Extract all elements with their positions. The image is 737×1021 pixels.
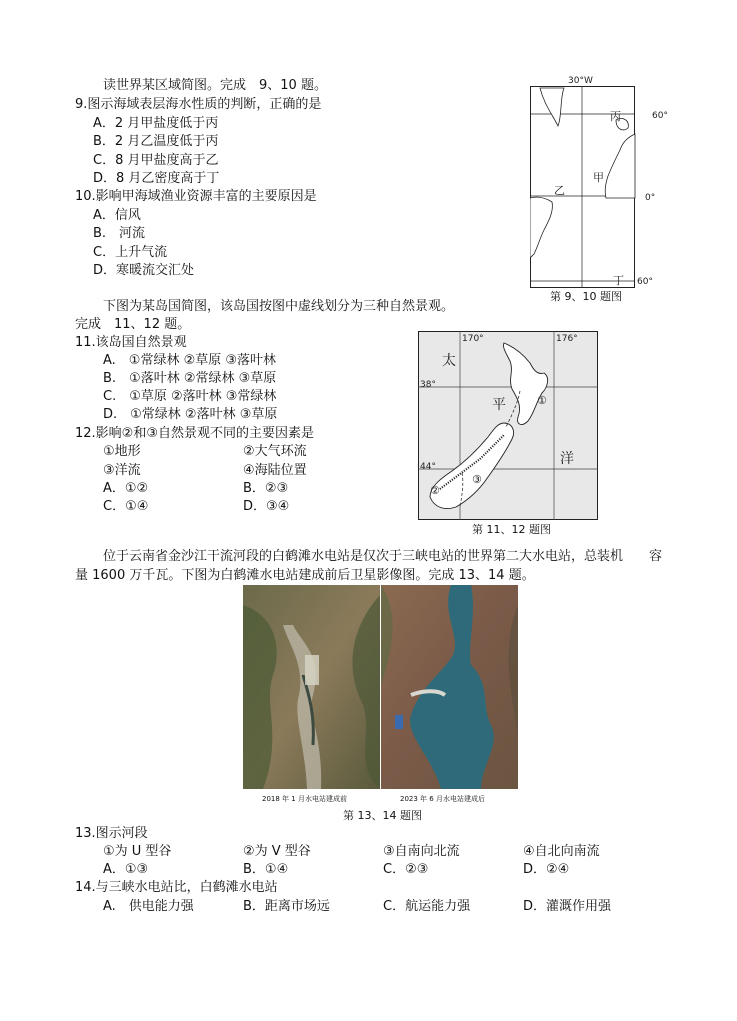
q13-statement-4: ④自北向南流 [523, 844, 600, 859]
figure-q13-14-caption: 第 13、14 题图 [343, 809, 422, 822]
map-lon-170: 170° [462, 334, 484, 344]
q12-factor-1: ①地形 [103, 444, 141, 459]
q10-option-a[interactable]: A．信风 [93, 208, 141, 223]
intro-q13-14-line1: 位于云南省金沙江干流河段的白鹤滩水电站是仅次于三峡电站的世界第二大水电站，总装机 容 [103, 549, 663, 564]
q11-option-a[interactable]: A. ①常绿林 ②草原 ③落叶林 [103, 353, 277, 368]
q14-stem: 14.与三峡水电站比，白鹤滩水电站 [75, 880, 278, 895]
satellite-caption-before: 2018 年 1 月水电站建成前 [262, 795, 347, 803]
map-lat-60s: 60° [637, 277, 653, 287]
q12-option-b[interactable]: B．②③ [243, 481, 289, 496]
q9-option-c[interactable]: C．8 月甲盐度高于乙 [93, 153, 219, 168]
q13-statement-2: ②为 V 型谷 [243, 844, 311, 859]
map-q11-12-caption: 第 11、12 题图 [472, 523, 551, 536]
q14-option-b[interactable]: B．距离市场远 [243, 899, 330, 914]
q14-option-d[interactable]: D．灌溉作用强 [523, 899, 612, 914]
q12-factor-4: ④海陆位置 [243, 463, 307, 478]
map-lat-38: 38° [420, 380, 436, 390]
map-ocean-char-1: 太 [442, 353, 456, 369]
q13-statement-1: ①为 U 型谷 [103, 844, 172, 859]
map-q9-10-svg [530, 86, 650, 290]
q9-option-d[interactable]: D．8 月乙密度高于丁 [93, 171, 220, 186]
map-lon-30w: 30°W [568, 76, 593, 86]
q12-stem: 12.影响②和③自然景观不同的主要因素是 [75, 426, 314, 441]
q10-option-c[interactable]: C．上升气流 [93, 245, 168, 260]
q9-option-a[interactable]: A．2 月甲盐度低于丙 [93, 116, 219, 131]
map-label-bing: 丙 [610, 110, 621, 123]
q12-factor-3: ③洋流 [103, 463, 141, 478]
q11-option-d[interactable]: D. ①常绿林 ②落叶林 ③草原 [103, 407, 278, 422]
satellite-caption-after: 2023 年 6 月水电站建成后 [400, 795, 485, 803]
map-label-yi: 乙 [554, 184, 565, 197]
map-ocean-char-3: 洋 [560, 451, 574, 467]
map-region-2: ② [430, 484, 440, 497]
q9-option-b[interactable]: B．2 月乙温度低于丙 [93, 134, 219, 149]
map-lon-176: 176° [556, 334, 578, 344]
intro-q9-10: 读世界某区域简图。完成 9、10 题。 [103, 78, 327, 93]
map-lat-60n: 60° [652, 111, 668, 121]
q9-stem: 9.图示海域表层海水性质的判断，正确的是 [75, 97, 322, 112]
map-q11-12 [418, 331, 598, 538]
map-region-1: ① [537, 394, 547, 407]
map-lat-0: 0° [645, 193, 656, 203]
q12-option-d[interactable]: D．③④ [243, 499, 290, 514]
intro-q11-12-line1: 下图为某岛国简图，该岛国按图中虚线划分为三种自然景观。 [103, 299, 455, 314]
q13-option-c[interactable]: C．②③ [383, 862, 429, 877]
map-label-ding: 丁 [613, 274, 624, 287]
q11-stem: 11.该岛国自然景观 [75, 335, 187, 350]
satellite-image-after [381, 585, 518, 789]
satellite-image-before [243, 585, 380, 789]
q10-stem: 10.影响甲海域渔业资源丰富的主要原因是 [75, 189, 317, 204]
map-region-3: ③ [472, 473, 482, 486]
satellite-after-svg [381, 585, 518, 789]
q13-option-a[interactable]: A．①③ [103, 862, 149, 877]
q11-option-b[interactable]: B. ①落叶林 ②常绿林 ③草原 [103, 371, 277, 386]
q13-stem: 13.图示河段 [75, 826, 148, 841]
q11-option-c[interactable]: C. ①草原 ②落叶林 ③常绿林 [103, 389, 277, 404]
satellite-before-svg [243, 585, 380, 789]
map-label-jia: 甲 [593, 171, 604, 184]
intro-q11-12-line2: 完成 11、12 题。 [75, 317, 191, 332]
q13-statement-3: ③自南向北流 [383, 844, 460, 859]
q12-factor-2: ②大气环流 [243, 444, 307, 459]
q14-option-c[interactable]: C．航运能力强 [383, 899, 471, 914]
q14-option-a[interactable]: A. 供电能力强 [103, 899, 194, 914]
map-q9-10 [520, 76, 668, 303]
q13-option-d[interactable]: D．②④ [523, 862, 570, 877]
q10-option-d[interactable]: D．寒暖流交汇处 [93, 263, 195, 278]
map-ocean-char-2: 平 [492, 397, 506, 413]
map-q9-10-caption: 第 9、10 题图 [550, 290, 622, 303]
map-lat-44: 44° [420, 462, 436, 472]
q13-option-b[interactable]: B．①④ [243, 862, 289, 877]
q10-option-b[interactable]: B. 河流 [93, 226, 146, 241]
q12-option-a[interactable]: A．①② [103, 481, 149, 496]
intro-q13-14-line2: 量 1600 万千瓦。下图为白鹤滩水电站建成前后卫星影像图。完成 13、14 题。 [75, 568, 535, 583]
q12-option-c[interactable]: C．①④ [103, 499, 149, 514]
